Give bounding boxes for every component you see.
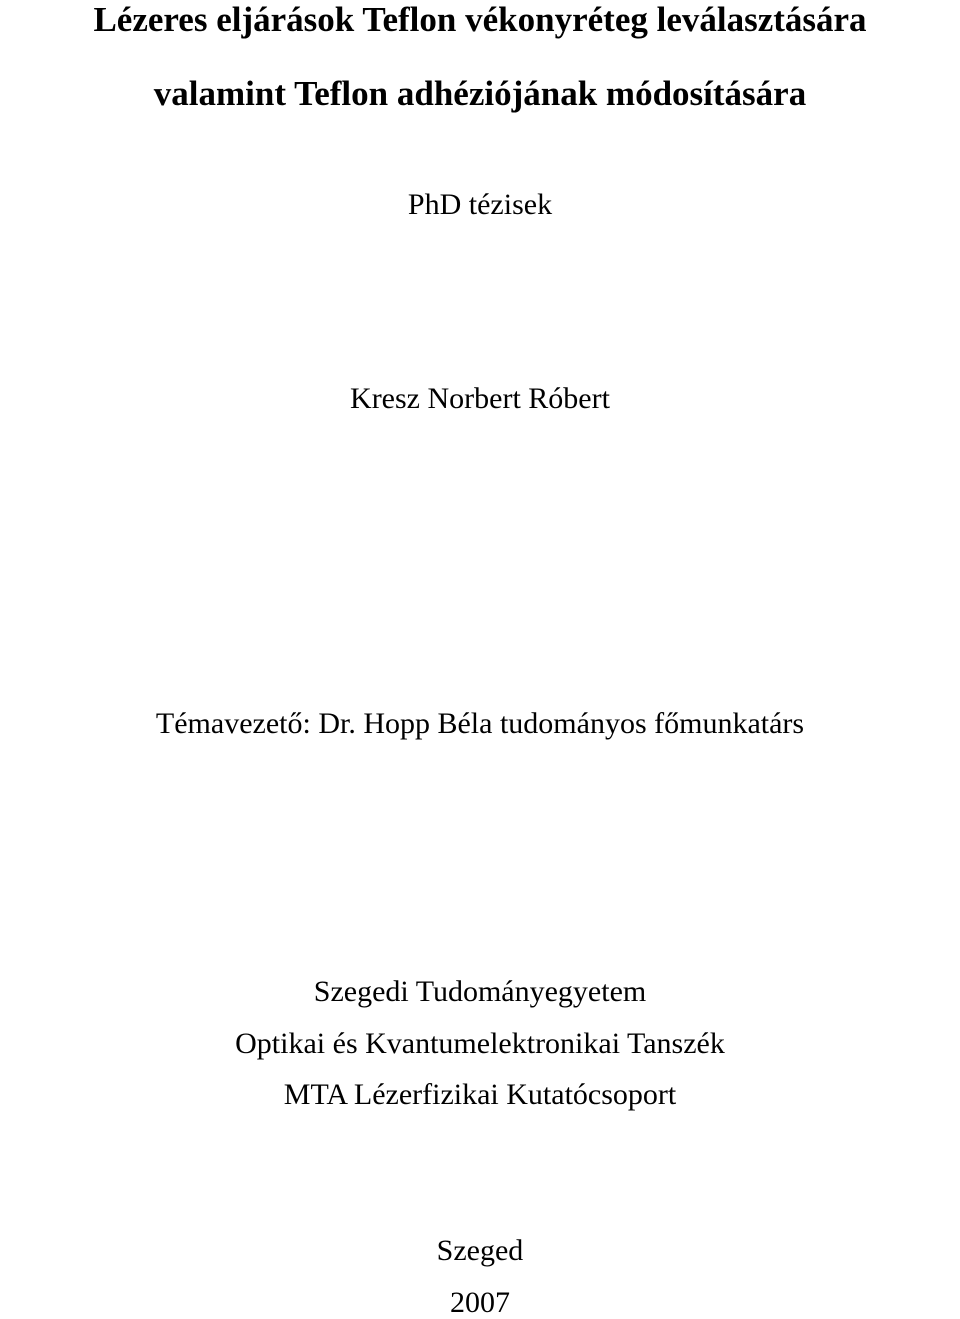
institution-line-1: Szegedi Tudományegyetem: [313, 975, 647, 1008]
author-name: Kresz Norbert Róbert: [350, 382, 610, 415]
institution-line-3: MTA Lézerfizikai Kutatócsoport: [283, 1078, 677, 1111]
title-line-2: valamint Teflon adhéziójának módosítására: [153, 74, 807, 113]
year: 2007: [450, 1286, 510, 1319]
advisor: Témavezető: Dr. Hopp Béla tudományos főmunkatárs: [155, 707, 805, 740]
subtitle: PhD tézisek: [407, 188, 553, 221]
title-line-1: Lézeres eljárások Teflon vékonyréteg leválasztására: [93, 0, 867, 39]
city: Szeged: [436, 1234, 524, 1267]
institution-line-2: Optikai és Kvantumelektronikai Tanszék: [235, 1027, 725, 1060]
